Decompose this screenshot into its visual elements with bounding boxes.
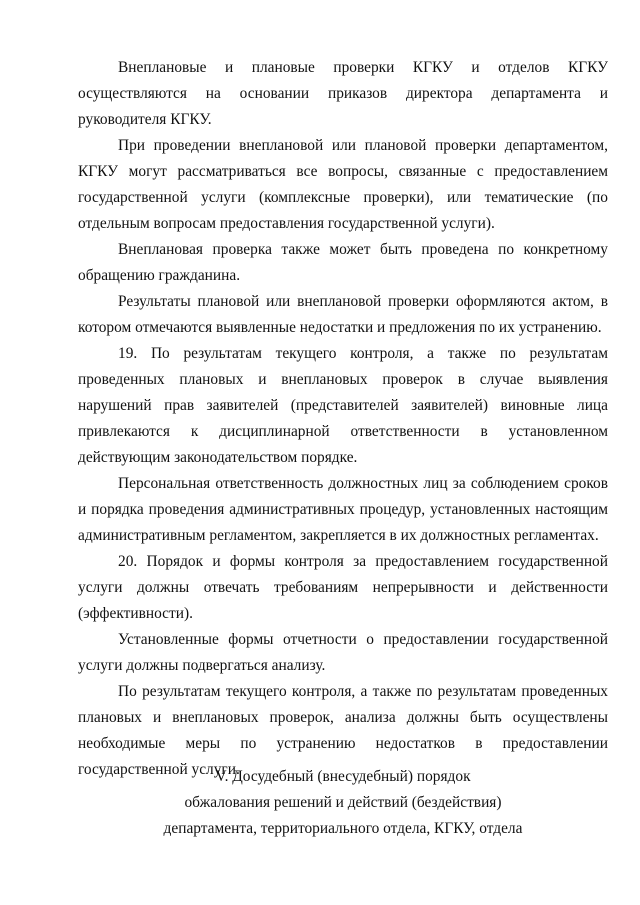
paragraph-unplanned-inspections-basis: Внеплановые и плановые проверки КГКУ и отделов КГКУ осуществляются на основании приказов директора департамента и руководителя КГКУ. — [78, 59, 608, 128]
section-heading-line-3: департамента, территориального отдела, КГКУ, отдела — [163, 820, 523, 837]
paragraph-inspection-scope: При проведении внеплановой или плановой проверки департаментом, КГКУ могут рассматриваться все вопросы, связанные с предоставлением государственной услуги (комплексные проверки), или тематические (по отдельным вопросам предоставления государственной услуги). — [78, 137, 608, 232]
paragraph-item-19: 19. По результатам текущего контроля, а также по результатам проведенных плановых и внеплановых проверок в случае выявления нарушений прав заявителей (представителей заявителей) виновные лица привлекаются к дисциплинарной ответственности в установленном действующим законодательством порядке. — [78, 345, 608, 466]
document-body — [78, 55, 608, 783]
paragraph-corrective-measures: По результатам текущего контроля, а также по результатам проведенных плановых и внеплановых проверок, анализа должны быть осуществлены необходимые меры по устранению недостатков в предоставлении государственной услуги. — [78, 683, 608, 778]
section-heading — [78, 764, 608, 842]
paragraph-inspection-act: Результаты плановой или внеплановой проверки оформляются актом, в котором отмечаются выявленные недостатки и предложения по их устранению. — [78, 293, 608, 336]
paragraph-reporting-forms: Установленные формы отчетности о предоставлении государственной услуги должны подвергаться анализу. — [78, 631, 608, 674]
paragraph-citizen-complaint: Внеплановая проверка также может быть проведена по конкретному обращению гражданина. — [78, 241, 608, 284]
paragraph-personal-responsibility: Персональная ответственность должностных лиц за соблюдением сроков и порядка проведения административных процедур, установленных настоящим административным регламентом, закрепляется в их должностных регламентах. — [78, 475, 608, 544]
paragraph-item-20: 20. Порядок и формы контроля за предоставлением государственной услуги должны отвечать требованиям непрерывности и действенности (эффективности). — [78, 553, 608, 622]
section-heading-line-1: V. Досудебный (внесудебный) порядок — [215, 768, 471, 785]
section-heading-line-2: обжалования решений и действий (бездействия) — [184, 794, 502, 811]
